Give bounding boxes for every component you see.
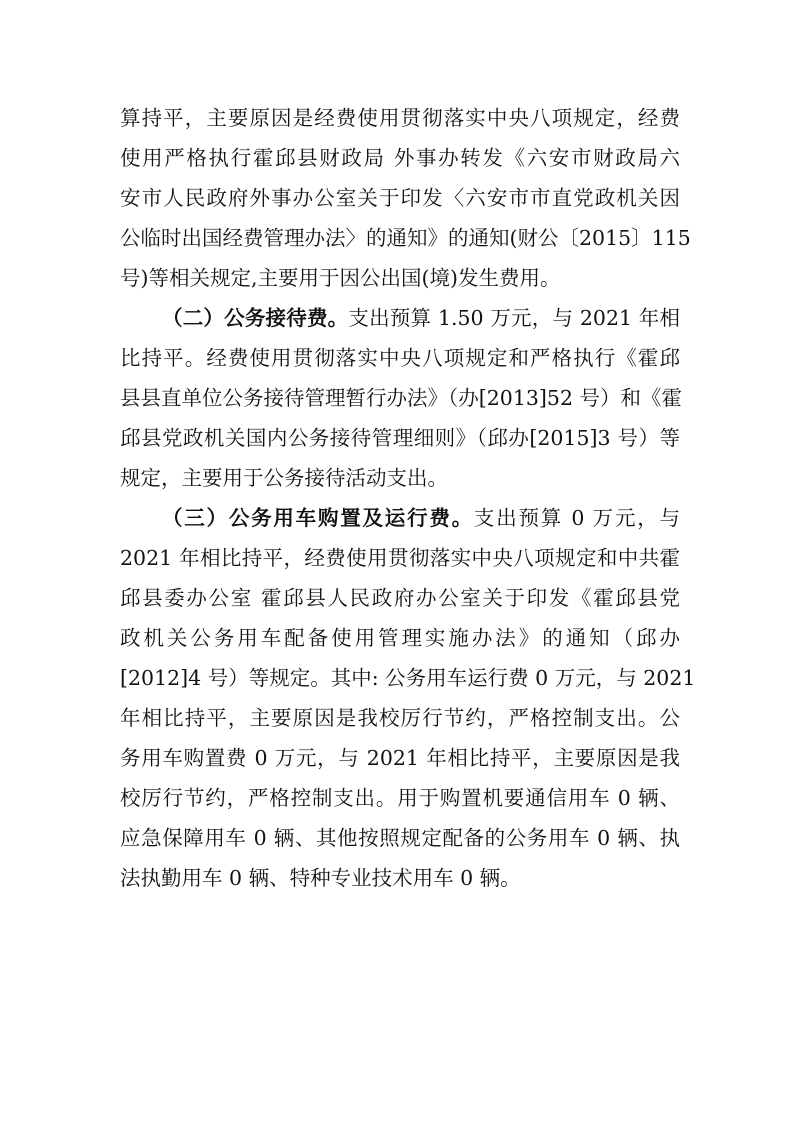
section-heading-line: [120, 498, 680, 538]
paragraph-line: 比持平。经费使用贯彻落实中央八项规定和严格执行《霍邱: [120, 346, 680, 370]
document-body: [120, 98, 696, 898]
paragraph-line: 邱县委办公室 霍邱县人民政府办公室关于印发《霍邱县党: [120, 586, 680, 610]
paragraph-line: 年相比持平，主要原因是我校厉行节约，严格控制支出。公: [120, 706, 680, 730]
paragraph-line: 应急保障用车 0 辆、其他按照规定配备的公务用车 0 辆、执: [120, 826, 680, 850]
paragraph-line: 法执勤用车 0 辆、特种专业技术用车 0 辆。: [120, 866, 521, 890]
section-heading: （三）公务用车购置及运行费。: [162, 506, 474, 530]
paragraph-line: 邱县党政机关国内公务接待管理细则》（邱办[2015]3 号）等: [120, 426, 680, 450]
section-heading-rest: 支出预算 0 万元，与: [473, 506, 681, 530]
paragraph-line: 算持平，主要原因是经费使用贯彻落实中央八项规定，经费: [120, 106, 680, 130]
paragraph-line: 号)等相关规定,主要用于因公出国(境)发生费用。: [120, 266, 561, 290]
paragraph-line: 安市人民政府外事办公室关于印发〈六安市市直党政机关因: [120, 186, 680, 210]
paragraph-line: 使用严格执行霍邱县财政局 外事办转发《六安市财政局六: [120, 146, 680, 170]
paragraph-line: 公临时出国经费管理办法〉的通知》的通知(财公〔2015〕115: [120, 226, 691, 250]
section-heading: （二）公务接待费。: [162, 306, 349, 330]
paragraph-line: [2012]4 号）等规定。其中: 公务用车运行费 0 万元，与 2021: [120, 666, 696, 690]
paragraph-line: 县县直单位公务接待管理暂行办法》（办[2013]52 号）和《霍: [120, 386, 683, 410]
section-heading-rest: 支出预算 1.50 万元，与 2021 年相: [348, 306, 680, 330]
paragraph-line: 务用车购置费 0 万元，与 2021 年相比持平，主要原因是我: [120, 746, 680, 770]
paragraph-line: 政机关公务用车配备使用管理实施办法》的通知（邱办: [120, 626, 680, 650]
paragraph-line: 2021 年相比持平，经费使用贯彻落实中央八项规定和中共霍: [120, 546, 680, 570]
paragraph-line: 规定，主要用于公务接待活动支出。: [120, 466, 448, 490]
paragraph-line: 校厉行节约，严格控制支出。用于购置机要通信用车 0 辆、: [120, 786, 680, 810]
section-heading-line: [120, 298, 680, 338]
